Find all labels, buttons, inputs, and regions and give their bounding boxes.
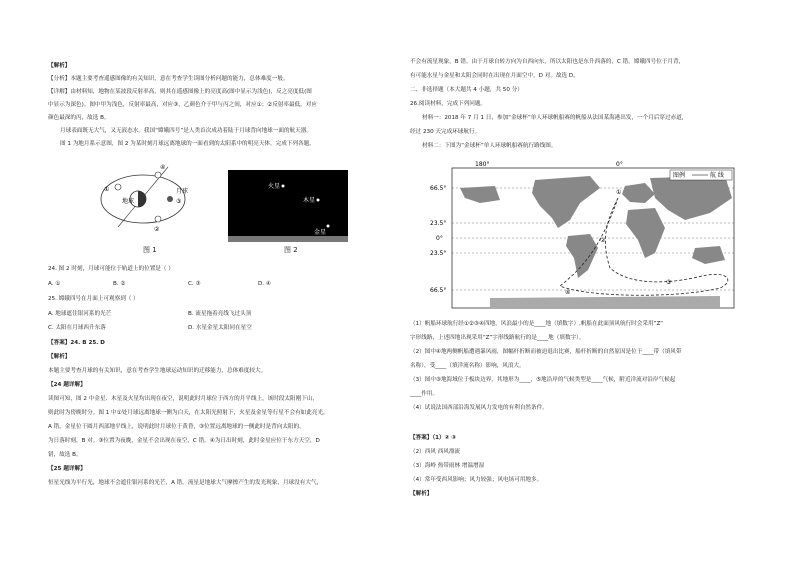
material-2: 材料二：下图为“金球杯”单人环球帆船赛航行路线图。 (422, 143, 557, 149)
q24-detail-2: 则此时为傍晚时分。图 1 中①处月球远离地球一侧为白天，在太阳光照射下，火星及金星等行星不会有如此亮光， (48, 410, 329, 416)
q24-detail-5: 错，故选 B。 (48, 452, 82, 458)
material-1-line-1: 材料一：2018 年 7 月 1 日，参加“金球杯”单人环球帆船赛的帆船从法国某海港出发，一个月后穿过赤道， (422, 115, 688, 121)
svg-text:②: ② (154, 226, 160, 233)
analysis-heading-2: 【解析】 (410, 491, 433, 497)
world-route-map (430, 158, 740, 313)
answer-2: （2）西风 西风漂流 (410, 449, 461, 455)
earth-moon-diagram (88, 157, 198, 247)
svg-text:①: ① (104, 186, 110, 193)
q24-detail-4: 为日落时刻，B 对。③位置为夜晚，金星不会出现在夜空，C 错。④为日出时刻，此时金星应位于东方天空，D (48, 438, 320, 444)
material-1-line-2: 经过 230 天完成环球航行。 (410, 129, 481, 135)
analysis-text: 【分析】本题主要考查遥感图像的有关知识，意在考查学生读图分析问题的能力，总体难度一般。 (48, 76, 289, 82)
answer-4: （4）常年受西风影响；风力较强；风电场可用地多。 (410, 477, 543, 483)
fig2-jupiter-label: 木星 (303, 197, 316, 204)
q24-detail-3: A 错。金星位于圆月西部地平线上，说明此时月球位于黄昏，③位置远离地球的一侧此时是背向太阳的， (48, 424, 305, 430)
detail-text-1: 【详解】由材料知，地物在某波段反射率高，则其在遥感图像上的亮度高(图中显示为浅色)，反之亮度低(图 (48, 89, 312, 95)
svg-text:③: ③ (176, 198, 182, 205)
fig1-earth-label: 地球 (122, 198, 135, 205)
analysis-heading: 【解析】 (48, 63, 71, 69)
q24-option-c: C. ③ (188, 281, 201, 287)
map-lat-235s: 23.5° (430, 250, 447, 257)
sub-question-1a: （1）帆船环球航行经①②③④四地，风浪最小的是____地（填数字）,帆船在此面顶风航行时会采用“Z” (410, 321, 664, 327)
map-lon-0: 0° (616, 161, 623, 168)
fig1-caption: 图 1 (143, 246, 157, 254)
passage-text-1: 月球表面既无大气，又无液态水。我国“嫦娥四号”是人类首次成功着陆于月球背向地球一面的航天器。 (60, 128, 312, 134)
detail-text-3: 颜色最深的丙，故选 B。 (48, 115, 110, 121)
svg-text:航 线: 航 线 (710, 172, 724, 179)
marker-2: ② (600, 237, 606, 244)
sub-question-2b: 名称），受____（填洋流名称）影响，风浪大。 (410, 363, 525, 369)
q25-detail-heading: 【25 题详解】 (48, 466, 86, 472)
marker-1: ① (616, 189, 622, 196)
q24-option-a: A. ① (48, 281, 61, 287)
moon-icon (167, 196, 173, 202)
answer-line: 【答案】24. B 25. D (48, 340, 105, 346)
night-sky-image (228, 170, 348, 242)
antarctica-shape (490, 296, 720, 308)
q24-detail-heading: 【24 题详解】 (48, 382, 86, 388)
fig2-mars-label: 火星 (268, 183, 281, 190)
passage-text-2: 图 1 为地月系示意图，图 2 为某时刻月球远离地球的一面看到的太阳系中的明亮天体。完成下列各题。 (60, 141, 315, 147)
fig2-caption: 图 2 (284, 246, 298, 254)
map-lat-235n: 23.5° (430, 220, 447, 227)
sub-question-2a: （2）图中④地两侧帆船遭遇暴风雨，图幅杆折断而被迫退出比赛，船杆折断的自然原因是位于____带（填风带 (410, 349, 682, 355)
question-25: 25. 嫦娥四号在月面上可观察到（ ） (48, 296, 139, 302)
q25-option-a: A. 地球遮住银河系的光芒 (48, 311, 112, 317)
answer-heading: 【答案】（1）② ③ (410, 435, 457, 441)
q25-detail-1: 恒星光线为平行光，地球不会遮住银河系的光芒，A 错。流星是地球大气摩擦产生的发光现象，月球没有大气， (48, 480, 323, 486)
map-lat-0: 0° (436, 235, 443, 242)
question-26: 26.阅读材料，完成下列问题。 (410, 101, 487, 107)
sub-question-1b: 字形线路，上述四地出现采用“Z”字形线路航行的是____地（填数字）。 (410, 335, 585, 341)
sub-question-4: （4）试说法国西部沿海发展风力发电的有利自然条件。 (410, 405, 548, 411)
section-heading: 二、非选择题（本大题共 4 小题，共 50 分） (410, 87, 523, 93)
fig2-venus-label: 金星 (314, 229, 327, 236)
sub-question-3b: ____作用。 (410, 391, 438, 397)
svg-text:图例: 图例 (673, 172, 686, 179)
sub-question-3a: （3）图中③地海域位于板块边界，其地形为____，⑤地沿岸的气候类型是____气候，附近洋流对沿岸气候起 (410, 377, 676, 383)
question-24: 24. 图 2 时刻，月球可能位于轨道上的位置是（ ） (48, 266, 174, 272)
answer-3: （3）海岭 热带雨林 增温增湿 (410, 463, 485, 469)
marker-3: ③ (666, 279, 672, 286)
q24-option-d: D. ④ (258, 281, 271, 287)
cont-text-2: 有可能水星与金星和太阳会同时在出现在月面空中，D 对。故选 D。 (410, 73, 579, 79)
q25-option-b: B. 流星拖着亮线飞过头顶 (188, 311, 252, 317)
q25-option-c: C. 太阳在月球西升东落 (48, 325, 106, 331)
fig1-moon-label: 月球 (176, 188, 189, 195)
map-lon-180: 180° (475, 161, 490, 168)
q24-detail-1: 读图可知，图 2 中金星、木星及火星均出现在夜空，说明此时月球位于西方的月平线上，该时段太阳刚下山， (48, 396, 319, 402)
explanation-heading: 【解析】 (48, 354, 71, 360)
map-lat-665n: 66.5° (430, 185, 447, 192)
marker-4: ④ (565, 289, 571, 296)
explanation-intro: 本题主要考查月球的有关知识，意在考查学生地球运动知识的迁移能力，总体难度较大。 (48, 368, 267, 374)
detail-text-2: 中显示为深色)。图中甲为浅色，反射率最高，对应③，乙颜色介于甲与丙之间，对应①；②反射率最低，对应 (48, 102, 317, 108)
q25-option-d: D. 水星金星太阳同在星空 (188, 325, 252, 331)
svg-text:④: ④ (160, 164, 166, 171)
q24-option-b: B. ② (113, 281, 126, 287)
cont-text-1: 不会有流星现象，B 错。由于月球自转方向为自西向东，所以太阳也是东升西落的，C 错。嫦娥四号位于月背， (410, 59, 685, 65)
map-lat-665s: 66.5° (430, 287, 447, 294)
